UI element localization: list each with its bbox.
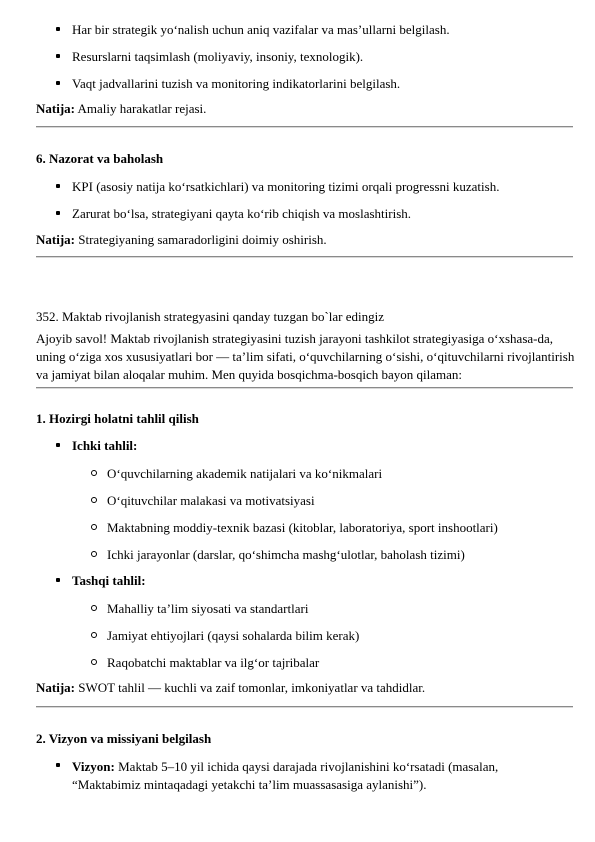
list-item: Jamiyat ehtiyojlari (qaysi sohalarda bilim kerak) xyxy=(107,628,360,643)
result-line xyxy=(36,680,425,696)
result-text: Strategiyaning samaradorligini doimiy oshirish. xyxy=(75,232,327,247)
bullet-icon xyxy=(55,442,61,448)
list-item: O‘qituvchilar malakasi va motivatsiyasi xyxy=(107,493,315,508)
circle-bullet-icon xyxy=(91,524,97,530)
section-heading: 6. Nazorat va baholash xyxy=(36,151,164,166)
section-heading: 2. Vizyon va missiyani belgilash xyxy=(36,731,212,746)
result-label: Natija: xyxy=(36,232,75,247)
list-item: Raqobatchi maktablar va ilg‘or tajribalar xyxy=(107,655,320,670)
list-item: Vaqt jadvallarini tuzish va monitoring indikatorlarini belgilash. xyxy=(72,76,401,91)
intro-paragraph: Ajoyib savol! Maktab rivojlanish strategiyasini tuzish jarayoni tashkilot strategiyasiga o‘xshasa-da, uning o‘ziga xos xususiyatlari bor — ta’lim sifati, o‘quvchilarning o‘sishi, o‘qituvchilarni rivojlantirish va jamiyat bilan aloqalar muhim. Men quyida bosqichma-bosqich bayon qilaman: xyxy=(36,331,575,382)
bullet-icon xyxy=(55,26,61,32)
subsection-label: Tashqi tahlil: xyxy=(72,573,146,588)
result-line xyxy=(36,101,206,117)
list-item xyxy=(72,758,542,794)
bullet-icon xyxy=(55,762,61,768)
circle-bullet-icon xyxy=(91,551,97,557)
list-item: Mahalliy ta’lim siyosati va standartlari xyxy=(107,601,309,616)
circle-bullet-icon xyxy=(91,470,97,476)
vision-label: Vizyon: xyxy=(72,759,115,774)
bullet-icon xyxy=(55,80,61,86)
list-item: Resurslarni taqsimlash (moliyaviy, insoniy, texnologik). xyxy=(72,49,364,64)
bullet-icon xyxy=(55,53,61,59)
divider xyxy=(36,126,573,128)
result-label: Natija: xyxy=(36,680,75,695)
list-item: Zarurat bo‘lsa, strategiyani qayta ko‘rib chiqish va moslashtirish. xyxy=(72,206,411,221)
subsection-label: Ichki tahlil: xyxy=(72,438,138,453)
vision-text: Maktab 5–10 yil ichida qaysi darajada rivojlanishini ko‘rsatadi (masalan, “Maktabimiz mintaqadagi yetakchi ta’lim muassasasiga aylanishi”). xyxy=(72,759,499,792)
list-item: KPI (asosiy natija ko‘rsatkichlari) va monitoring tizimi orqali progressni kuzatish. xyxy=(72,179,500,194)
bullet-icon xyxy=(55,577,61,583)
result-text: SWOT tahlil — kuchli va zaif tomonlar, imkoniyatlar va tahdidlar. xyxy=(75,680,426,695)
list-item: Ichki jarayonlar (darslar, qo‘shimcha mashg‘ulotlar, baholash tizimi) xyxy=(107,547,465,562)
circle-bullet-icon xyxy=(91,659,97,665)
divider xyxy=(36,387,573,389)
section-heading: 1. Hozirgi holatni tahlil qilish xyxy=(36,411,199,426)
bullet-icon xyxy=(55,210,61,216)
list-item: O‘quvchilarning akademik natijalari va ko‘nikmalari xyxy=(107,466,383,481)
circle-bullet-icon xyxy=(91,497,97,503)
list-item: Har bir strategik yo‘nalish uchun aniq vazifalar va mas’ullarni belgilash. xyxy=(72,22,450,37)
circle-bullet-icon xyxy=(91,605,97,611)
result-text: Amaliy harakatlar rejasi. xyxy=(75,101,207,116)
question-title: 352. Maktab rivojlanish strategyasini qanday tuzgan bo`lar edingiz xyxy=(36,309,385,324)
divider xyxy=(36,706,573,708)
result-line xyxy=(36,232,327,248)
circle-bullet-icon xyxy=(91,632,97,638)
bullet-icon xyxy=(55,183,61,189)
result-label: Natija: xyxy=(36,101,75,116)
divider xyxy=(36,256,573,258)
list-item: Maktabning moddiy-texnik bazasi (kitoblar, laboratoriya, sport inshootlari) xyxy=(107,520,498,535)
